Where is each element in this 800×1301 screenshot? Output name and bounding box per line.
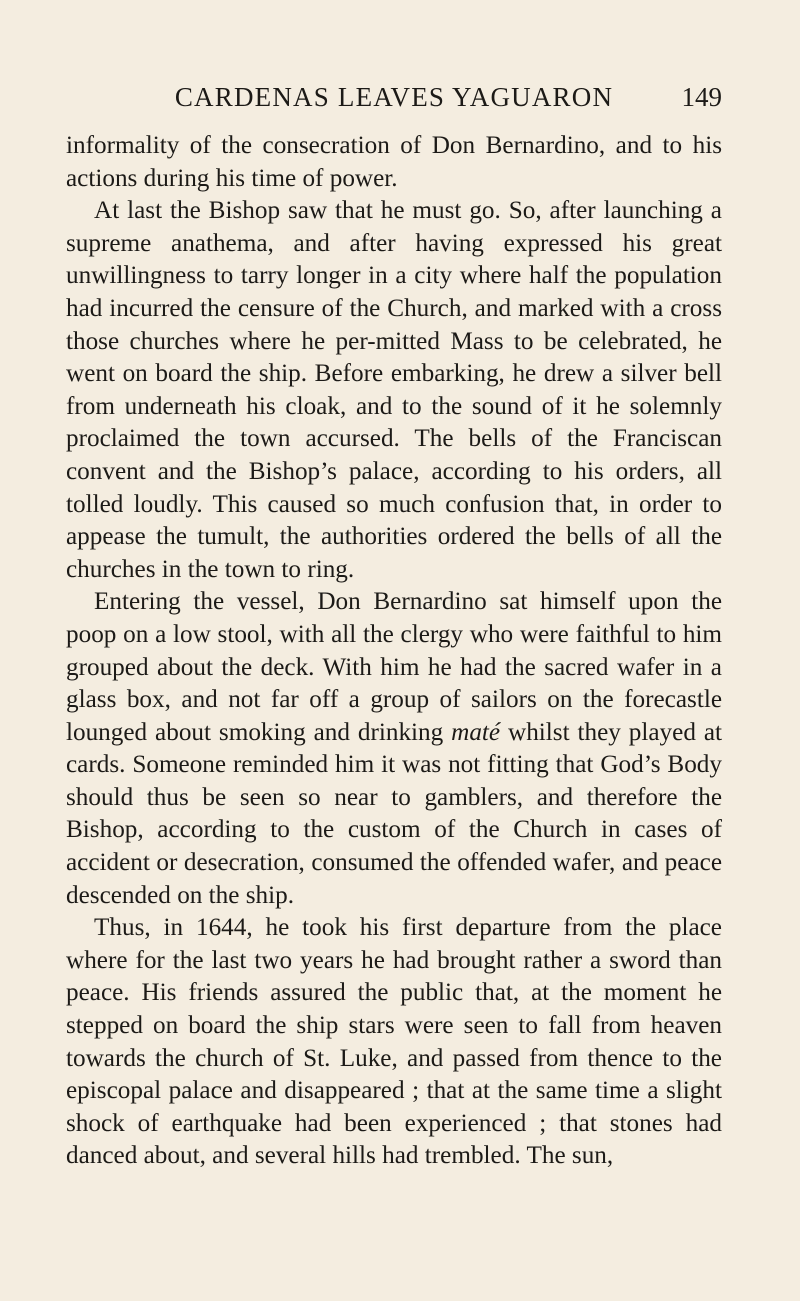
paragraph-3-italic-term: maté: [451, 718, 501, 746]
page-number: 149: [681, 82, 722, 112]
paragraph-3-text-after-italic: whilst they played at cards. Someone reminded him it was not fitting that God’s Body should thus be seen so near to gamblers, and therefore the Bishop, according to the custom of the Church in cases of accident or desecration, consumed the offended wafer, and peace descended on the ship.: [66, 718, 723, 909]
running-title: CARDENAS LEAVES YAGUARON: [174, 82, 614, 112]
paragraph-2: At last the Bishop saw that he must go. So, after launching a supreme anathema, and after having expressed his great unwillingness to tarry longer in a city where half the population had incurred the censure of the Church, and marked with a cross those churches where he per-mitted Mass to be celebrated, he went on board the ship. Before embarking, he drew a silver bell from underneath his cloak, and to the sound of it he solemnly proclaimed the town accursed. The bells of the Franciscan convent and the Bishop’s palace, according to his orders, all tolled loudly. This caused so much confusion that, in order to appease the tumult, the authorities ordered the bells of all the churches in the town to ring.: [66, 197, 722, 583]
paragraph-4: Thus, in 1644, he took his first departure from the place where for the last two years he had brought rather a sword than peace. His friends assured the public that, at the moment he stepped on board the ship stars were seen to fall from heaven towards the church of St. Luke, and passed from thence to the episcopal palace and disappeared ; that at the same time a slight shock of earthquake had been experienced ; that stones had danced about, and several hills had trembled. The sun,: [66, 914, 722, 1170]
body-text: [66, 130, 722, 1173]
running-head: [66, 82, 722, 114]
paragraph-1: informality of the consecration of Don Bernardino, and to his actions during his time of power.: [66, 132, 722, 192]
paragraph-3: [66, 586, 722, 912]
paragraph-3-text-before-italic: Entering the vessel, Don Bernardino sat himself upon the poop on a low stool, with all the clergy who were faithful to him grouped about the deck. With him he had the sacred wafer in a glass box, and not far off a group of sailors on the forecastle lounged about smoking and drinking: [66, 588, 722, 746]
